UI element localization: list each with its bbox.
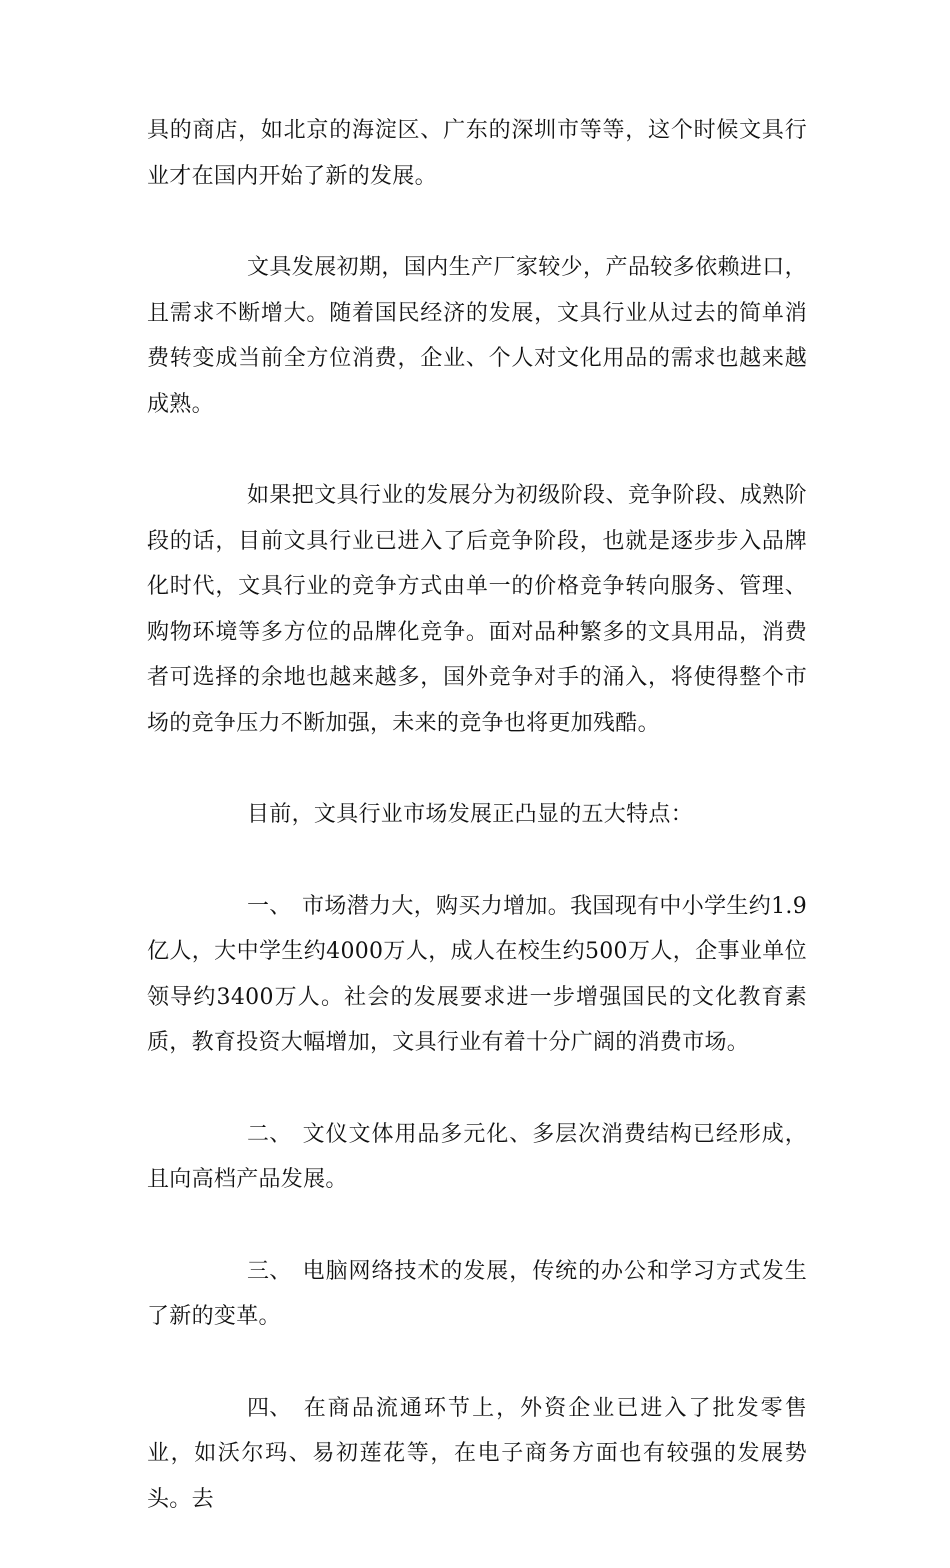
paragraph-early-development: 文具发展初期，国内生产厂家较少，产品较多依赖进口，且需求不断增大。随着国民经济的发展，文具行业从过去的简单消费转变成当前全方位消费，企业、个人对文化用品的需求也越来越成熟。 [147,255,807,417]
list-item-4 [147,1386,807,1523]
list-item-number: 三、 [247,1258,292,1284]
list-item-2 [147,1112,807,1203]
list-item-number: 四、 [247,1395,292,1421]
paragraph-competition-stage: 如果把文具行业的发展分为初级阶段、竞争阶段、成熟阶段的话，目前文具行业已进入了后竞争阶段，也就是逐步步入品牌化时代，文具行业的竞争方式由单一的价格竞争转向服务、管理、购物环境等多方位的品牌化竞争。面对品种繁多的文具用品，消费者可选择的余地也越来越多，国外竞争对手的涌入，将使得整个市场的竞争压力不断加强，未来的竞争也将更加残酷。 [147,483,807,736]
list-item-text: 市场潜力大，购买力增加。我国现有中小学生约1.9亿人，大中学生约4000万人，成人在校生约500万人，企事业单位领导约3400万人。社会的发展要求进一步增强国民的文化教育素质，教育投资大幅增加，文具行业有着十分广阔的消费市场。 [147,893,807,1055]
paragraph-continuation: 具的商店，如北京的海淀区、广东的深圳市等等，这个时候文具行业才在国内开始了新的发展。 [147,118,807,189]
list-item-text: 电脑网络技术的发展，传统的办公和学习方式发生了新的变革。 [147,1258,807,1329]
list-item-number: 一、 [247,893,292,919]
paragraph-five-features-intro: 目前，文具行业市场发展正凸显的五大特点： [247,802,694,827]
list-item-3 [147,1249,807,1340]
document-body [147,108,807,1568]
list-item-text: 在商品流通环节上，外资企业已进入了批发零售业，如沃尔玛、易初莲花等，在电子商务方面也有较强的发展势头。去 [147,1395,807,1512]
list-item-1 [147,884,807,1066]
list-item-number: 二、 [247,1121,292,1147]
list-item-text: 文仪文体用品多元化、多层次消费结构已经形成，且向高档产品发展。 [147,1121,807,1192]
